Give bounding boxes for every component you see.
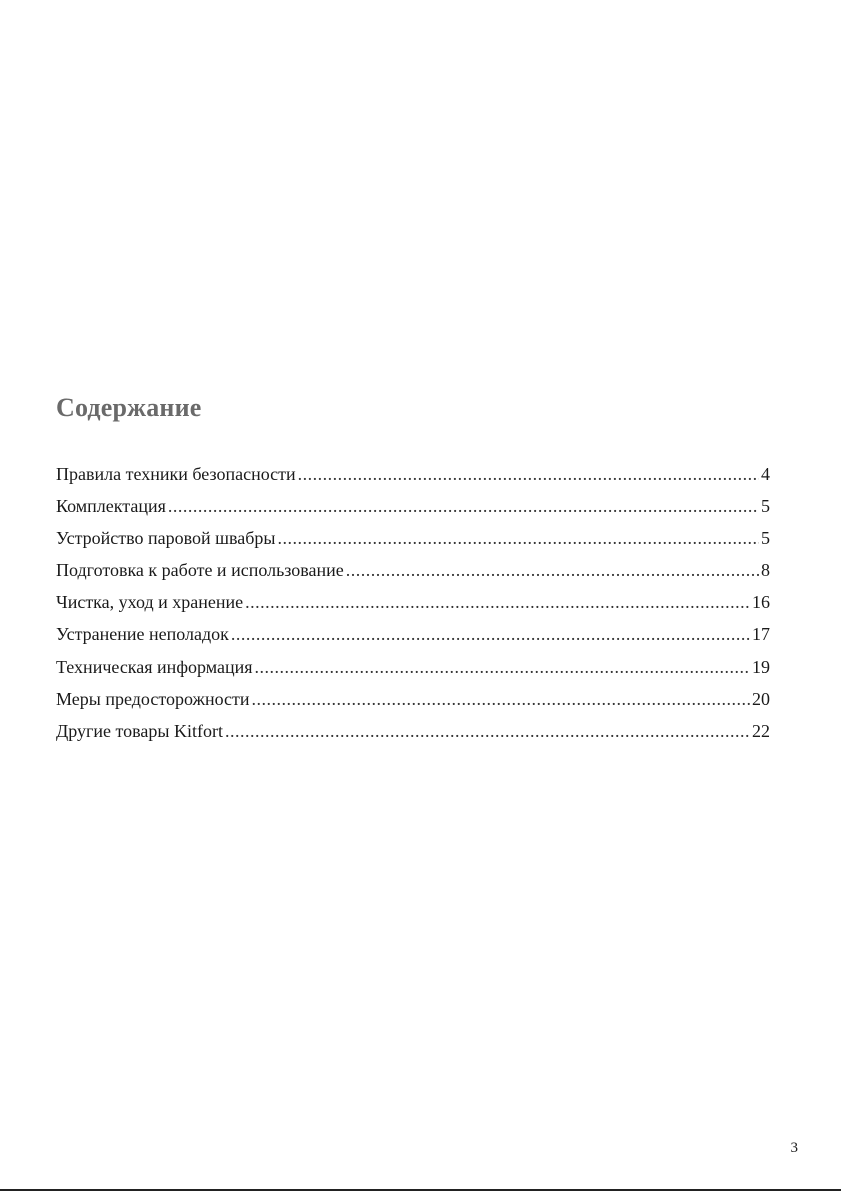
toc-entry-page: 17: [752, 624, 770, 645]
toc-entry-title: Устройство паровой швабры: [56, 528, 276, 549]
toc-entry-title: Чистка, уход и хранение: [56, 592, 244, 613]
toc-entry[interactable]: [56, 588, 770, 620]
toc-entry-page: 5: [761, 496, 770, 517]
toc-entry-page: 22: [752, 720, 770, 741]
toc-entry-title: Подготовка к работе и использование: [56, 560, 344, 581]
page-number: 3: [790, 1140, 798, 1156]
toc-dot-leader: [231, 620, 750, 648]
toc-entry[interactable]: [56, 620, 770, 652]
toc-entry[interactable]: [56, 492, 770, 524]
toc-dot-leader: [252, 685, 750, 713]
toc-entry-page: 5: [761, 528, 770, 549]
toc-heading: Содержание: [56, 393, 202, 422]
toc-dot-leader: [298, 460, 759, 488]
toc-dot-leader: [245, 588, 750, 616]
toc-dot-leader: [278, 524, 759, 552]
toc-entry-page: 8: [761, 560, 770, 581]
toc-dot-leader: [168, 492, 759, 520]
toc-entry-page: 20: [752, 688, 770, 709]
toc-entry[interactable]: [56, 685, 770, 717]
toc-entry[interactable]: [56, 556, 770, 588]
table-of-contents: [56, 460, 770, 749]
toc-entry-page: 16: [752, 592, 770, 613]
toc-entry-page: 4: [761, 464, 770, 484]
toc-dot-leader: [225, 717, 750, 745]
toc-entry-page: 19: [752, 656, 770, 677]
toc-entry-title: Устранение неполадок: [56, 624, 229, 645]
toc-entry[interactable]: [56, 717, 770, 749]
toc-entry[interactable]: [56, 460, 770, 492]
toc-dot-leader: [255, 653, 750, 681]
toc-dot-leader: [346, 556, 759, 584]
toc-entry-title: Меры предосторожности: [56, 688, 250, 709]
toc-entry-title: Техническая информация: [56, 656, 253, 677]
toc-entry[interactable]: [56, 653, 770, 685]
toc-entry-title: Другие товары Kitfort: [56, 720, 224, 741]
toc-entry-title: Правила техники безопасности: [56, 464, 296, 484]
toc-entry-title: Комплектация: [56, 496, 166, 517]
toc-entry[interactable]: [56, 524, 770, 556]
